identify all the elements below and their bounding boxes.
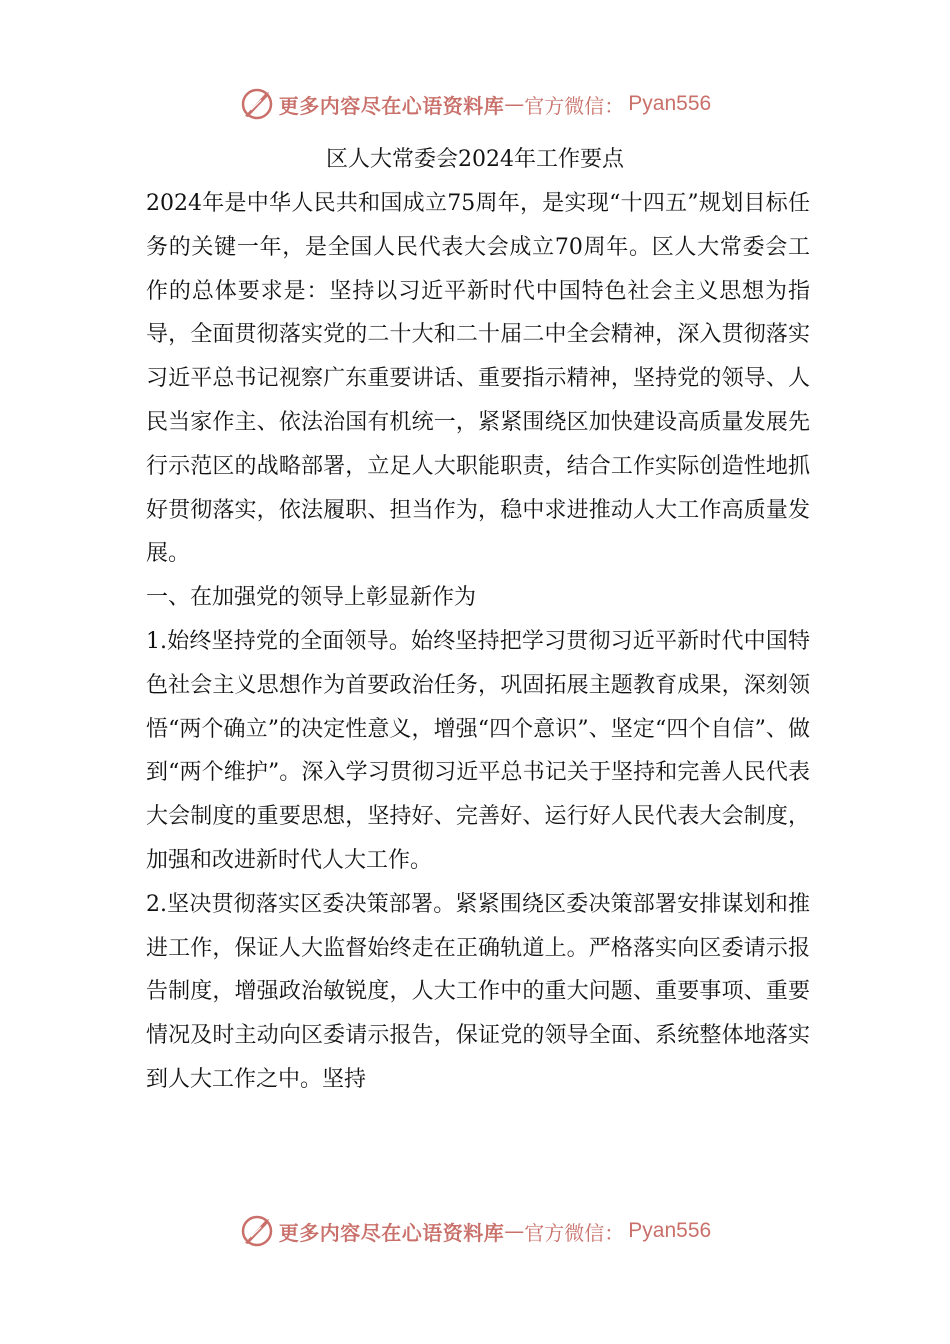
quill-logo-icon — [239, 86, 275, 122]
banner-wechat-id: Pyan556 — [628, 92, 712, 115]
header-banner — [0, 84, 950, 124]
banner-separator: — — [504, 1219, 525, 1243]
section-heading: 一、在加强党的领导上彰显新作为 — [146, 585, 477, 611]
banner-separator: — — [504, 92, 525, 116]
banner-wechat-label: 官方微信： — [524, 93, 625, 118]
document-body — [146, 182, 810, 1102]
banner-wechat-id: Pyan556 — [628, 1219, 712, 1242]
banner-main-text: 更多内容尽在心语资料库 — [278, 1220, 505, 1245]
body-paragraph: 1.始终坚持党的全面领导。始终坚持把学习贯彻习近平新时代中国特色社会主义思想作为首要政治任务，巩固拓展主题教育成果，深刻领悟“两个确立”的决定性意义，增强“四个意识”、坚定“四个自信”、做到“两个维护”。深入学习贯彻习近平总书记关于坚持和完善人民代表大会制度的重要思想，坚持好、完善好、运行好人民代表大会制度，加强和改进新时代人大工作。 — [146, 628, 810, 873]
footer-banner — [0, 1211, 950, 1251]
body-paragraph: 2.坚决贯彻落实区委决策部署。紧紧围绕区委决策部署安排谋划和推进工作，保证人大监督始终走在正确轨道上。严格落实向区委请示报告制度，增强政治敏锐度，人大工作中的重大问题、重要事项、重要情况及时主动向区委请示报告，保证党的领导全面、系统整体地落实到人大工作之中。坚持 — [146, 891, 810, 1092]
banner-wechat-label: 官方微信： — [524, 1220, 625, 1245]
banner-main-text: 更多内容尽在心语资料库 — [278, 93, 505, 118]
intro-paragraph: 2024年是中华人民共和国成立75周年，是实现“十四五”规划目标任务的关键一年，是全国人民代表大会成立70周年。区人大常委会工作的总体要求是：坚持以习近平新时代中国特色社会主义思想为指导，全面贯彻落实党的二十大和二十届二中全会精神，深入贯彻落实习近平总书记视察广东重要讲话、重要指示精神，坚持党的领导、人民当家作主、依法治国有机统一，紧紧围绕区加快建设高质量发展先行示范区的战略部署，立足人大职能职责，结合工作实际创造性地抓好贯彻落实，依法履职、担当作为，稳中求进推动人大工作高质量发展。 — [146, 191, 810, 567]
document-title: 区人大常委会2024年工作要点 — [326, 147, 624, 172]
quill-logo-icon — [239, 1213, 275, 1249]
